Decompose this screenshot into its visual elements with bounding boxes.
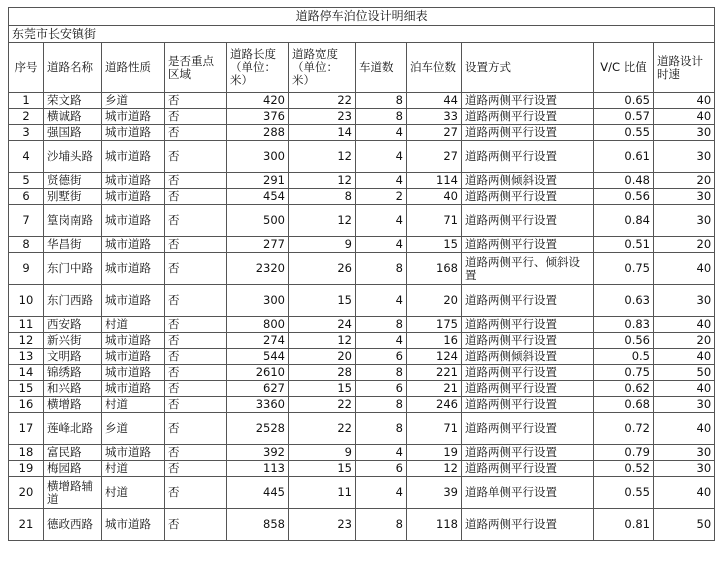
cell-method: 道路两侧平行设置	[462, 93, 594, 109]
cell-spots: 71	[407, 205, 462, 237]
cell-speed: 40	[654, 253, 715, 285]
cell-speed: 50	[654, 509, 715, 541]
cell-vc: 0.75	[594, 253, 654, 285]
cell-key: 否	[165, 109, 227, 125]
table-row	[9, 413, 715, 445]
cell-name: 篁岗南路	[44, 205, 102, 237]
cell-type: 村道	[102, 477, 165, 509]
cell-method: 道路两侧倾斜设置	[462, 173, 594, 189]
cell-width: 15	[289, 285, 356, 317]
cell-method: 道路两侧倾斜设置	[462, 349, 594, 365]
header-width: 道路宽度（单位：米）	[289, 43, 356, 93]
cell-lanes: 8	[356, 365, 407, 381]
cell-type: 城市道路	[102, 445, 165, 461]
parking-detail-table	[8, 7, 715, 541]
cell-length: 300	[227, 285, 289, 317]
cell-vc: 0.84	[594, 205, 654, 237]
cell-length: 300	[227, 141, 289, 173]
cell-lanes: 6	[356, 461, 407, 477]
cell-width: 9	[289, 445, 356, 461]
cell-name: 锦绣路	[44, 365, 102, 381]
cell-speed: 40	[654, 477, 715, 509]
parking-detail-sheet	[8, 7, 714, 541]
cell-key: 否	[165, 285, 227, 317]
cell-name: 横诚路	[44, 109, 102, 125]
cell-length: 858	[227, 509, 289, 541]
cell-width: 12	[289, 141, 356, 173]
cell-key: 否	[165, 253, 227, 285]
cell-key: 否	[165, 477, 227, 509]
cell-method: 道路单侧平行设置	[462, 477, 594, 509]
cell-lanes: 8	[356, 413, 407, 445]
cell-length: 420	[227, 93, 289, 109]
cell-key: 否	[165, 413, 227, 445]
cell-method: 道路两侧平行设置	[462, 333, 594, 349]
cell-method: 道路两侧平行、倾斜设置	[462, 253, 594, 285]
cell-width: 24	[289, 317, 356, 333]
cell-lanes: 8	[356, 253, 407, 285]
cell-method: 道路两侧平行设置	[462, 205, 594, 237]
cell-key: 否	[165, 509, 227, 541]
cell-method: 道路两侧平行设置	[462, 125, 594, 141]
cell-length: 2320	[227, 253, 289, 285]
cell-name: 别墅街	[44, 189, 102, 205]
cell-speed: 30	[654, 205, 715, 237]
cell-speed: 30	[654, 445, 715, 461]
cell-key: 否	[165, 461, 227, 477]
cell-type: 城市道路	[102, 237, 165, 253]
table-row	[9, 349, 715, 365]
cell-width: 9	[289, 237, 356, 253]
cell-lanes: 4	[356, 333, 407, 349]
cell-speed: 30	[654, 461, 715, 477]
cell-length: 2528	[227, 413, 289, 445]
header-row	[9, 43, 715, 93]
cell-name: 东门西路	[44, 285, 102, 317]
cell-spots: 44	[407, 93, 462, 109]
cell-spots: 27	[407, 125, 462, 141]
cell-name: 德政西路	[44, 509, 102, 541]
cell-vc: 0.5	[594, 349, 654, 365]
cell-vc: 0.83	[594, 317, 654, 333]
cell-no: 2	[9, 109, 44, 125]
cell-spots: 124	[407, 349, 462, 365]
cell-length: 2610	[227, 365, 289, 381]
cell-key: 否	[165, 141, 227, 173]
cell-vc: 0.79	[594, 445, 654, 461]
cell-no: 3	[9, 125, 44, 141]
cell-width: 12	[289, 173, 356, 189]
cell-no: 11	[9, 317, 44, 333]
cell-length: 800	[227, 317, 289, 333]
cell-spots: 246	[407, 397, 462, 413]
table-row	[9, 365, 715, 381]
cell-spots: 21	[407, 381, 462, 397]
cell-type: 乡道	[102, 413, 165, 445]
cell-lanes: 8	[356, 397, 407, 413]
cell-key: 否	[165, 317, 227, 333]
cell-vc: 0.51	[594, 237, 654, 253]
cell-lanes: 4	[356, 237, 407, 253]
cell-speed: 30	[654, 397, 715, 413]
cell-speed: 40	[654, 413, 715, 445]
cell-type: 城市道路	[102, 125, 165, 141]
cell-speed: 40	[654, 317, 715, 333]
cell-method: 道路两侧平行设置	[462, 381, 594, 397]
table-row	[9, 125, 715, 141]
cell-width: 23	[289, 509, 356, 541]
cell-lanes: 6	[356, 349, 407, 365]
cell-lanes: 8	[356, 109, 407, 125]
cell-type: 村道	[102, 397, 165, 413]
cell-no: 10	[9, 285, 44, 317]
cell-type: 城市道路	[102, 333, 165, 349]
table-row	[9, 333, 715, 349]
cell-spots: 118	[407, 509, 462, 541]
cell-spots: 16	[407, 333, 462, 349]
cell-vc: 0.56	[594, 189, 654, 205]
cell-lanes: 4	[356, 205, 407, 237]
cell-key: 否	[165, 333, 227, 349]
cell-spots: 168	[407, 253, 462, 285]
cell-key: 否	[165, 125, 227, 141]
cell-spots: 33	[407, 109, 462, 125]
cell-length: 454	[227, 189, 289, 205]
cell-length: 376	[227, 109, 289, 125]
cell-method: 道路两侧平行设置	[462, 445, 594, 461]
cell-type: 城市道路	[102, 509, 165, 541]
cell-no: 18	[9, 445, 44, 461]
cell-vc: 0.55	[594, 125, 654, 141]
cell-lanes: 6	[356, 381, 407, 397]
cell-speed: 30	[654, 141, 715, 173]
cell-length: 288	[227, 125, 289, 141]
cell-lanes: 8	[356, 317, 407, 333]
cell-length: 392	[227, 445, 289, 461]
cell-no: 15	[9, 381, 44, 397]
cell-type: 城市道路	[102, 349, 165, 365]
cell-key: 否	[165, 397, 227, 413]
table-row	[9, 461, 715, 477]
table-row	[9, 253, 715, 285]
cell-name: 强国路	[44, 125, 102, 141]
cell-name: 东门中路	[44, 253, 102, 285]
cell-length: 3360	[227, 397, 289, 413]
cell-length: 445	[227, 477, 289, 509]
table-row	[9, 509, 715, 541]
cell-key: 否	[165, 237, 227, 253]
cell-spots: 40	[407, 189, 462, 205]
cell-spots: 221	[407, 365, 462, 381]
table-row	[9, 237, 715, 253]
cell-vc: 0.57	[594, 109, 654, 125]
cell-key: 否	[165, 381, 227, 397]
header-lanes: 车道数	[356, 43, 407, 93]
cell-type: 村道	[102, 461, 165, 477]
cell-no: 12	[9, 333, 44, 349]
cell-lanes: 4	[356, 141, 407, 173]
cell-vc: 0.61	[594, 141, 654, 173]
header-key-area: 是否重点区域	[165, 43, 227, 93]
cell-name: 新兴街	[44, 333, 102, 349]
cell-type: 城市道路	[102, 365, 165, 381]
cell-key: 否	[165, 445, 227, 461]
cell-type: 城市道路	[102, 285, 165, 317]
cell-type: 村道	[102, 317, 165, 333]
cell-name: 贤德街	[44, 173, 102, 189]
cell-vc: 0.52	[594, 461, 654, 477]
cell-width: 8	[289, 189, 356, 205]
cell-spots: 15	[407, 237, 462, 253]
cell-vc: 0.56	[594, 333, 654, 349]
cell-width: 28	[289, 365, 356, 381]
table-row	[9, 173, 715, 189]
cell-type: 城市道路	[102, 109, 165, 125]
cell-method: 道路两侧平行设置	[462, 237, 594, 253]
cell-width: 12	[289, 333, 356, 349]
cell-type: 城市道路	[102, 253, 165, 285]
cell-speed: 40	[654, 109, 715, 125]
cell-spots: 39	[407, 477, 462, 509]
cell-name: 富民路	[44, 445, 102, 461]
header-length: 道路长度（单位：米）	[227, 43, 289, 93]
cell-width: 15	[289, 461, 356, 477]
cell-lanes: 4	[356, 125, 407, 141]
cell-width: 20	[289, 349, 356, 365]
cell-key: 否	[165, 173, 227, 189]
table-row	[9, 477, 715, 509]
cell-name: 横增路辅道	[44, 477, 102, 509]
cell-type: 城市道路	[102, 141, 165, 173]
cell-key: 否	[165, 189, 227, 205]
cell-method: 道路两侧平行设置	[462, 285, 594, 317]
cell-speed: 40	[654, 93, 715, 109]
cell-name: 莲峰北路	[44, 413, 102, 445]
cell-no: 6	[9, 189, 44, 205]
cell-no: 20	[9, 477, 44, 509]
cell-type: 城市道路	[102, 205, 165, 237]
header-vc: V/C 比值	[594, 43, 654, 93]
cell-speed: 20	[654, 237, 715, 253]
cell-spots: 12	[407, 461, 462, 477]
table-row	[9, 109, 715, 125]
cell-name: 横增路	[44, 397, 102, 413]
cell-no: 17	[9, 413, 44, 445]
cell-width: 23	[289, 109, 356, 125]
cell-speed: 40	[654, 349, 715, 365]
table-row	[9, 285, 715, 317]
cell-speed: 20	[654, 173, 715, 189]
cell-no: 1	[9, 93, 44, 109]
cell-width: 22	[289, 413, 356, 445]
header-name: 道路名称	[44, 43, 102, 93]
cell-name: 和兴路	[44, 381, 102, 397]
header-speed: 道路设计时速	[654, 43, 715, 93]
cell-name: 文明路	[44, 349, 102, 365]
cell-type: 城市道路	[102, 381, 165, 397]
cell-name: 西安路	[44, 317, 102, 333]
cell-method: 道路两侧平行设置	[462, 509, 594, 541]
cell-no: 13	[9, 349, 44, 365]
cell-method: 道路两侧平行设置	[462, 189, 594, 205]
cell-spots: 20	[407, 285, 462, 317]
cell-type: 乡道	[102, 93, 165, 109]
cell-speed: 50	[654, 365, 715, 381]
cell-lanes: 4	[356, 285, 407, 317]
cell-no: 8	[9, 237, 44, 253]
cell-vc: 0.48	[594, 173, 654, 189]
cell-vc: 0.72	[594, 413, 654, 445]
header-no: 序号	[9, 43, 44, 93]
cell-vc: 0.75	[594, 365, 654, 381]
cell-speed: 20	[654, 333, 715, 349]
cell-name: 梅园路	[44, 461, 102, 477]
cell-spots: 114	[407, 173, 462, 189]
cell-method: 道路两侧平行设置	[462, 397, 594, 413]
cell-length: 113	[227, 461, 289, 477]
cell-spots: 71	[407, 413, 462, 445]
cell-name: 沙埔头路	[44, 141, 102, 173]
cell-width: 26	[289, 253, 356, 285]
cell-vc: 0.68	[594, 397, 654, 413]
cell-length: 500	[227, 205, 289, 237]
cell-length: 544	[227, 349, 289, 365]
cell-no: 21	[9, 509, 44, 541]
cell-key: 否	[165, 365, 227, 381]
cell-method: 道路两侧平行设置	[462, 413, 594, 445]
cell-no: 19	[9, 461, 44, 477]
table-row	[9, 189, 715, 205]
cell-length: 627	[227, 381, 289, 397]
table-row	[9, 397, 715, 413]
cell-width: 22	[289, 93, 356, 109]
cell-length: 274	[227, 333, 289, 349]
district-label: 东莞市长安镇街	[9, 26, 715, 43]
cell-speed: 30	[654, 125, 715, 141]
cell-method: 道路两侧平行设置	[462, 141, 594, 173]
cell-spots: 175	[407, 317, 462, 333]
cell-width: 15	[289, 381, 356, 397]
table-body	[9, 93, 715, 541]
table-row	[9, 317, 715, 333]
cell-speed: 40	[654, 381, 715, 397]
cell-no: 16	[9, 397, 44, 413]
table-row	[9, 445, 715, 461]
cell-lanes: 4	[356, 173, 407, 189]
cell-vc: 0.65	[594, 93, 654, 109]
cell-width: 14	[289, 125, 356, 141]
cell-width: 11	[289, 477, 356, 509]
header-spots: 泊车位数	[407, 43, 462, 93]
cell-method: 道路两侧平行设置	[462, 109, 594, 125]
cell-vc: 0.62	[594, 381, 654, 397]
cell-type: 城市道路	[102, 189, 165, 205]
cell-length: 291	[227, 173, 289, 189]
cell-lanes: 4	[356, 445, 407, 461]
cell-no: 5	[9, 173, 44, 189]
cell-width: 12	[289, 205, 356, 237]
cell-method: 道路两侧平行设置	[462, 317, 594, 333]
table-row	[9, 205, 715, 237]
table-row	[9, 93, 715, 109]
cell-name: 荣文路	[44, 93, 102, 109]
header-method: 设置方式	[462, 43, 594, 93]
cell-spots: 27	[407, 141, 462, 173]
cell-no: 14	[9, 365, 44, 381]
cell-spots: 19	[407, 445, 462, 461]
header-type: 道路性质	[102, 43, 165, 93]
cell-speed: 30	[654, 285, 715, 317]
cell-lanes: 4	[356, 477, 407, 509]
table-row	[9, 381, 715, 397]
table-title: 道路停车泊位设计明细表	[9, 8, 715, 26]
cell-method: 道路两侧平行设置	[462, 365, 594, 381]
cell-vc: 0.63	[594, 285, 654, 317]
cell-vc: 0.55	[594, 477, 654, 509]
cell-vc: 0.81	[594, 509, 654, 541]
cell-speed: 30	[654, 189, 715, 205]
cell-width: 22	[289, 397, 356, 413]
cell-key: 否	[165, 93, 227, 109]
cell-method: 道路两侧平行设置	[462, 461, 594, 477]
cell-no: 7	[9, 205, 44, 237]
cell-key: 否	[165, 349, 227, 365]
cell-lanes: 8	[356, 509, 407, 541]
cell-length: 277	[227, 237, 289, 253]
cell-lanes: 8	[356, 93, 407, 109]
cell-type: 城市道路	[102, 173, 165, 189]
cell-no: 9	[9, 253, 44, 285]
cell-key: 否	[165, 205, 227, 237]
table-row	[9, 141, 715, 173]
cell-no: 4	[9, 141, 44, 173]
cell-lanes: 2	[356, 189, 407, 205]
cell-name: 华昌街	[44, 237, 102, 253]
